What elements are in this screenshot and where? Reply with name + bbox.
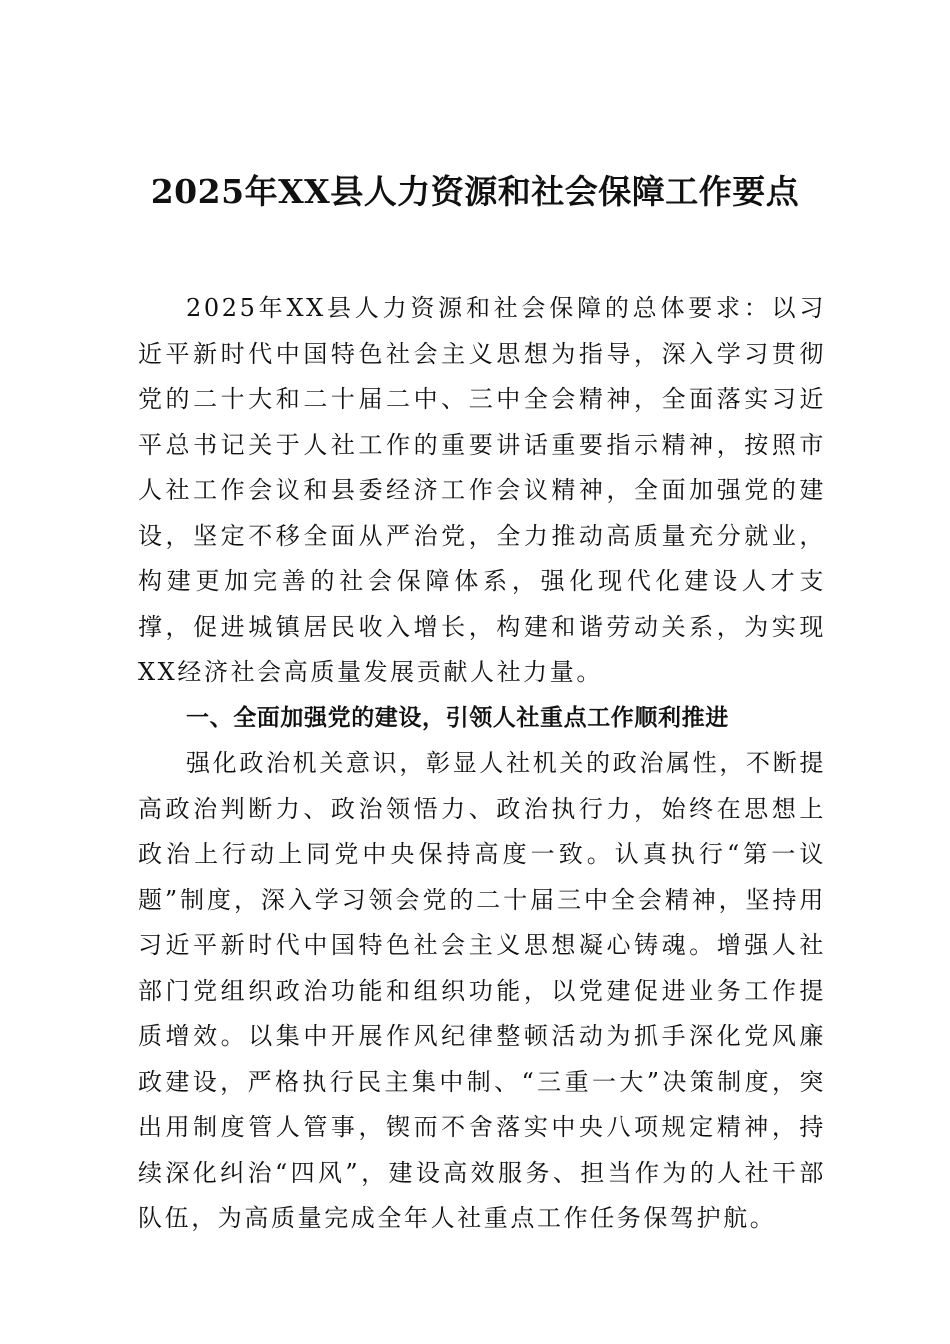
intro-paragraph: 2025年XX县人力资源和社会保障的总体要求：以习近平新时代中国特色社会主义思想为指导，深入学习贯彻党的二十大和二十届二中、三中全会精神，全面落实习近平总书记关于人社工作的重要讲话重要指示精神，按照市人社工作会议和县委经济工作会议精神，全面加强党的建设，坚定不移全面从严治党，全力推动高质量充分就业，构建更加完善的社会保障体系，强化现代化建设人才支撑，促进城镇居民收入增长，构建和谐劳动关系，为实现XX经济社会高质量发展贡献人社力量。 bbox=[138, 294, 826, 686]
document-title: 2025年XX县人力资源和社会保障工作要点 bbox=[150, 172, 800, 211]
section-paragraph-1: 强化政治机关意识，彰显人社机关的政治属性，不断提高政治判断力、政治领悟力、政治执行力，始终在思想上政治上行动上同党中央保持高度一致。认真执行“第一议题”制度，深入学习领会党的二十届三中全会精神，坚持用习近平新时代中国特色社会主义思想凝心铸魂。增强人社部门党组织政治功能和组织功能，以党建促进业务工作提质增效。以集中开展作风纪律整顿活动为抓手深化党风廉政建设，严格执行民主集中制、“三重一大”决策制度，突出用制度管人管事，锲而不舍落实中央八项规定精神，持续深化纠治“四风”，建设高效服务、担当作为的人社干部队伍，为高质量完成全年人社重点工作任务保驾护航。 bbox=[138, 749, 826, 1232]
document-body bbox=[138, 286, 826, 1242]
section-heading-1: 一、全面加强党的建设，引领人社重点工作顺利推进 bbox=[186, 704, 729, 731]
